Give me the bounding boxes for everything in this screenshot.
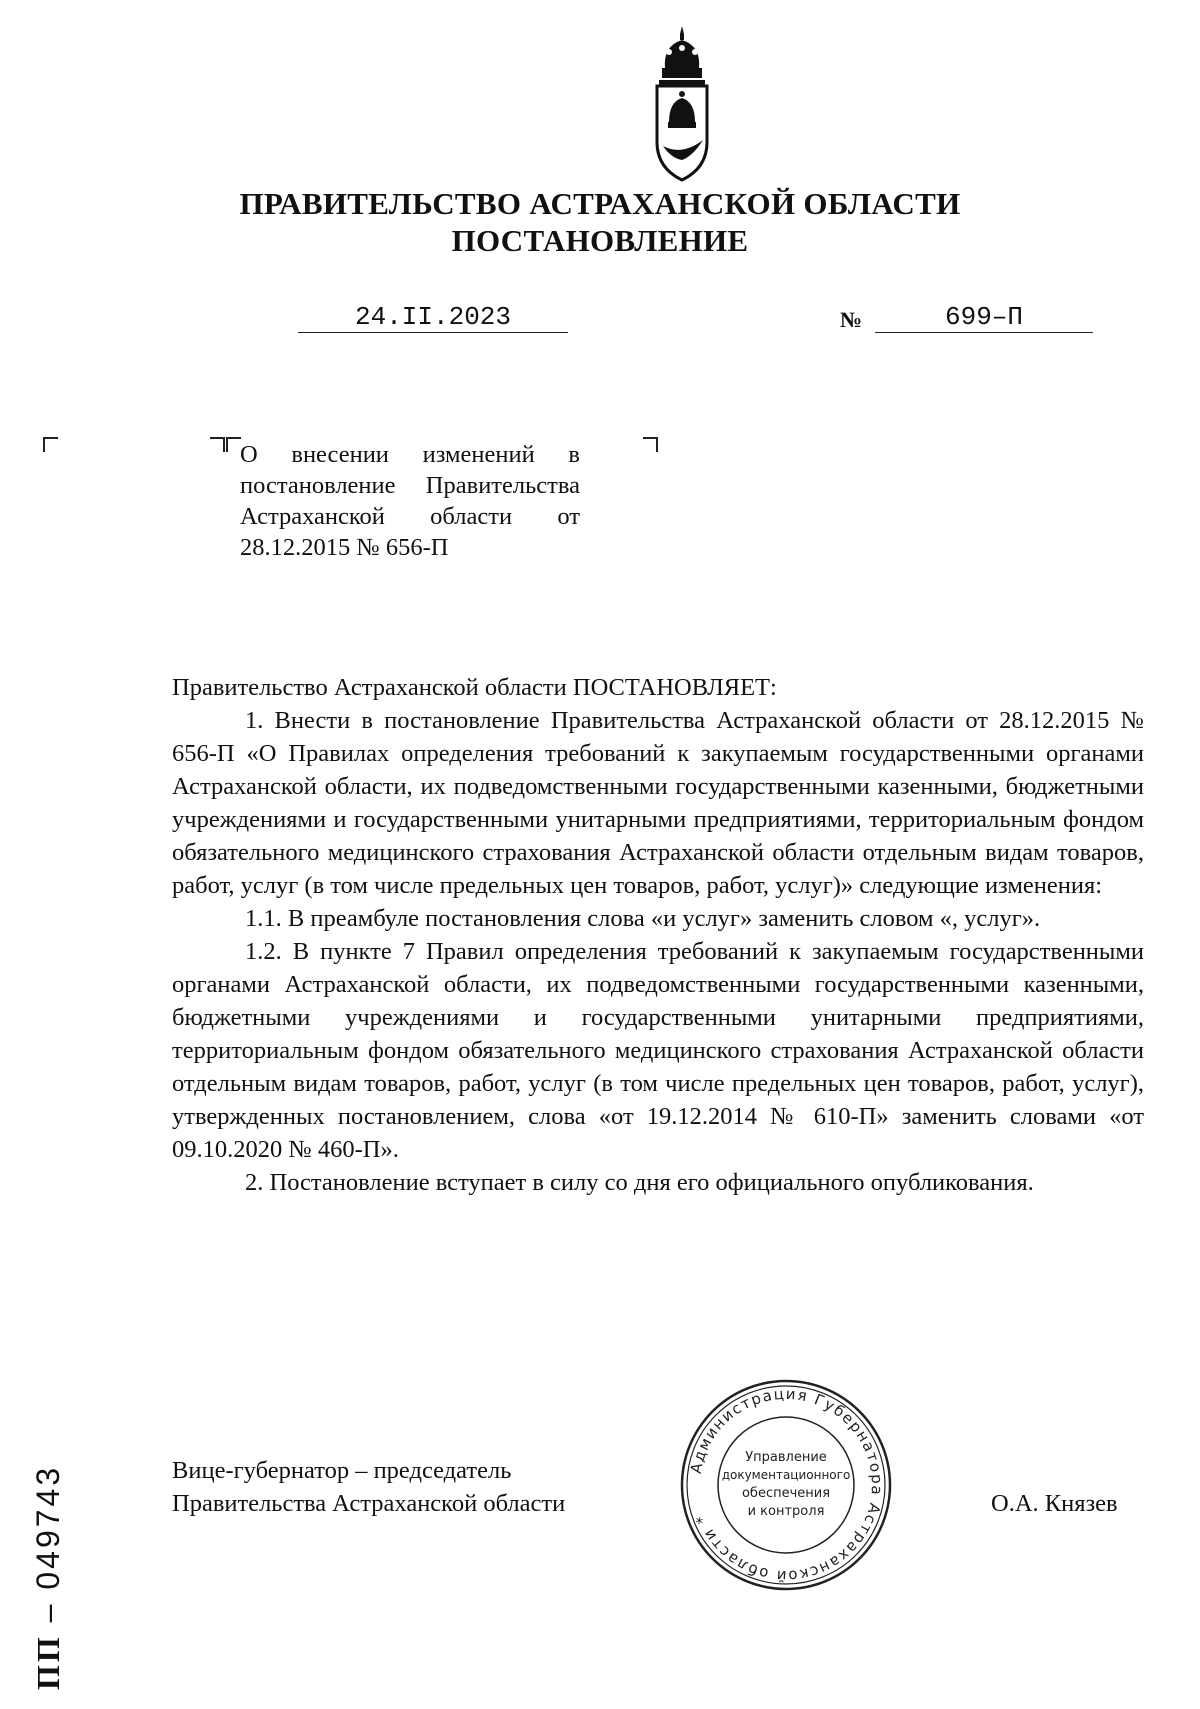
document-subject: О внесении изменений в постановление Правительства Астраханской области от 28.12.2015 № 656-П (240, 441, 580, 561)
stamp-center-line3: обеспечения (741, 1486, 831, 1501)
corner-mark-right (643, 437, 658, 452)
form-serial-number: ПП – 049743 (30, 1464, 66, 1690)
document-number: 699–П (875, 302, 1093, 333)
issuer-title: ПРАВИТЕЛЬСТВО АСТРАХАНСКОЙ ОБЛАСТИ (239, 186, 961, 221)
serial-series: ПП (30, 1634, 66, 1690)
serial-number: 049743 (30, 1464, 66, 1590)
clause-2: 2. Постановление вступает в силу со дня его официального опубликования. (245, 1169, 1034, 1196)
document-type-title: ПОСТАНОВЛЕНИЕ (451, 223, 749, 258)
corner-mark-subject-left (226, 437, 241, 452)
stamp-center-line1: Управление (745, 1450, 827, 1465)
document-body (172, 671, 1144, 1199)
number-label: № (840, 307, 863, 332)
corner-mark-subject-right (210, 437, 225, 452)
clause-1-2: 1.2. В пункте 7 Правил определения требований к закупаемым государственными органами Астраханской области, их подведомственными государственными казенными, бюджетными учреждениями и государственными унитарными предприятиями, территориальным фондом обязательного медицинского страхования Астраханской области отдельным видам товаров, работ, услуг (в том числе предельных цен товаров, работ, услуг), утвержденных постановлением, слова «от 19.12.2014 № 610-П» заменить словами «от 09.10.2020 № 460-П». (172, 938, 1144, 1163)
coat-of-arms-emblem (649, 24, 715, 184)
signatory-position-line2: Правительства Астраханской области (172, 1490, 566, 1517)
stamp-center-line2: документационного (721, 1468, 851, 1482)
official-stamp (678, 1377, 894, 1593)
signatory-name: О.А. Князев (991, 1490, 1118, 1517)
document-date: 24.II.2023 (298, 302, 568, 333)
stamp-ring-text: Администрация Губернатора Астраханской области * (686, 1384, 887, 1586)
clause-1: 1. Внести в постановление Правительства Астраханской области от 28.12.2015 № 656-П «О Правилах определения требований к закупаемым государственными органами Астраханской области, их подведомственными государственными казенными, бюджетными учреждениями и государственными унитарными предприятиями, территориальным фондом обязательного медицинского страхования Астраханской области отдельным видам товаров, работ, услуг (в том числе предельных цен товаров, работ, услуг)» следующие изменения: (172, 707, 1144, 899)
corner-mark-left (43, 437, 58, 452)
svg-text:Администрация Губернатора Астр (687, 1385, 886, 1585)
stamp-center-line4: и контроля (747, 1504, 825, 1519)
opening-clause: Правительство Астраханской области ПОСТАНОВЛЯЕТ: (172, 674, 777, 701)
clause-1-1: 1.1. В преамбуле постановления слова «и услуг» заменить словом «, услуг». (245, 905, 1041, 932)
signatory-position-line1: Вице-губернатор – председатель (172, 1457, 512, 1484)
